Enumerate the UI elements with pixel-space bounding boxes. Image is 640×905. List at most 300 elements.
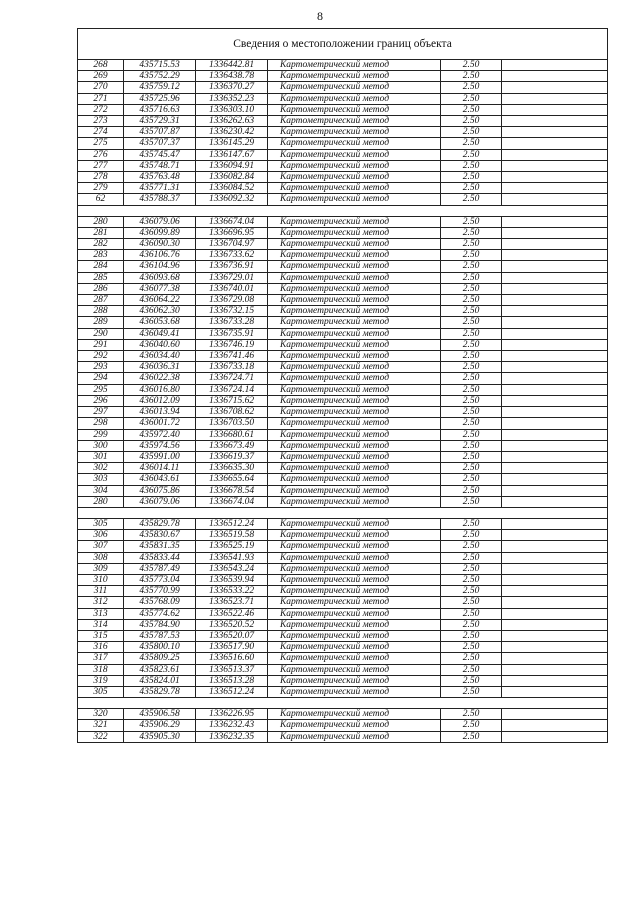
- empty-cell: [502, 328, 608, 339]
- coord-x: 435725.96: [124, 93, 196, 104]
- point-number: 268: [78, 60, 124, 71]
- table-row: [78, 295, 608, 306]
- method-cell: Картометрический метод: [268, 496, 441, 507]
- empty-cell: [502, 93, 608, 104]
- method-cell: Картометрический метод: [268, 362, 441, 373]
- coord-y: 1336674.04: [196, 496, 268, 507]
- coord-y: 1336230.42: [196, 127, 268, 138]
- table-row: [78, 60, 608, 71]
- empty-cell: [502, 653, 608, 664]
- table-row: [78, 418, 608, 429]
- accuracy-cell: 2.50: [441, 642, 502, 653]
- method-cell: Картометрический метод: [268, 71, 441, 82]
- method-cell: Картометрический метод: [268, 227, 441, 238]
- empty-cell: [502, 60, 608, 71]
- point-number: 277: [78, 160, 124, 171]
- accuracy-cell: 2.50: [441, 485, 502, 496]
- method-cell: Картометрический метод: [268, 574, 441, 585]
- coord-y: 1336704.97: [196, 239, 268, 250]
- coord-y: 1336740.01: [196, 283, 268, 294]
- accuracy-cell: 2.50: [441, 328, 502, 339]
- coord-x: 435716.63: [124, 104, 196, 115]
- table-row: [78, 138, 608, 149]
- coord-y: 1336735.91: [196, 328, 268, 339]
- accuracy-cell: 2.50: [441, 160, 502, 171]
- coord-x: 436090.30: [124, 239, 196, 250]
- method-cell: Картометрический метод: [268, 463, 441, 474]
- coord-x: 436001.72: [124, 418, 196, 429]
- point-number: 305: [78, 686, 124, 697]
- coord-y: 1336513.28: [196, 675, 268, 686]
- coord-y: 1336655.64: [196, 474, 268, 485]
- coord-x: 435707.37: [124, 138, 196, 149]
- point-number: 285: [78, 272, 124, 283]
- accuracy-cell: 2.50: [441, 574, 502, 585]
- empty-cell: [502, 373, 608, 384]
- accuracy-cell: 2.50: [441, 608, 502, 619]
- accuracy-cell: 2.50: [441, 731, 502, 742]
- coord-x: 435991.00: [124, 451, 196, 462]
- coord-x: 435800.10: [124, 642, 196, 653]
- empty-cell: [502, 451, 608, 462]
- accuracy-cell: 2.50: [441, 295, 502, 306]
- point-number: 298: [78, 418, 124, 429]
- point-number: 316: [78, 642, 124, 653]
- table-row: [78, 451, 608, 462]
- coord-x: 435833.44: [124, 552, 196, 563]
- point-number: 322: [78, 731, 124, 742]
- accuracy-cell: 2.50: [441, 664, 502, 675]
- coord-y: 1336232.43: [196, 720, 268, 731]
- coord-x: 435771.31: [124, 183, 196, 194]
- table-row: [78, 686, 608, 697]
- method-cell: Картометрический метод: [268, 630, 441, 641]
- point-number: 305: [78, 518, 124, 529]
- coord-x: 435829.78: [124, 686, 196, 697]
- coord-x: 435809.25: [124, 653, 196, 664]
- coord-x: 436043.61: [124, 474, 196, 485]
- accuracy-cell: 2.50: [441, 239, 502, 250]
- table-row: [78, 731, 608, 742]
- empty-cell: [502, 630, 608, 641]
- table-row: [78, 630, 608, 641]
- coord-x: 436013.94: [124, 407, 196, 418]
- coord-y: 1336541.93: [196, 552, 268, 563]
- method-cell: Картометрический метод: [268, 373, 441, 384]
- coord-x: 436077.38: [124, 283, 196, 294]
- coord-x: 435831.35: [124, 541, 196, 552]
- method-cell: Картометрический метод: [268, 261, 441, 272]
- coord-y: 1336741.46: [196, 351, 268, 362]
- point-number: 273: [78, 116, 124, 127]
- table-row: [78, 574, 608, 585]
- method-cell: Картометрический метод: [268, 127, 441, 138]
- coord-y: 1336724.71: [196, 373, 268, 384]
- empty-cell: [502, 563, 608, 574]
- method-cell: Картометрический метод: [268, 686, 441, 697]
- coord-y: 1336523.71: [196, 597, 268, 608]
- empty-cell: [502, 418, 608, 429]
- method-cell: Картометрический метод: [268, 306, 441, 317]
- method-cell: Картометрический метод: [268, 664, 441, 675]
- method-cell: Картометрический метод: [268, 149, 441, 160]
- accuracy-cell: 2.50: [441, 451, 502, 462]
- point-number: 279: [78, 183, 124, 194]
- coord-y: 1336680.61: [196, 429, 268, 440]
- coord-y: 1336729.08: [196, 295, 268, 306]
- coord-y: 1336094.91: [196, 160, 268, 171]
- accuracy-cell: 2.50: [441, 116, 502, 127]
- accuracy-cell: 2.50: [441, 351, 502, 362]
- accuracy-cell: 2.50: [441, 619, 502, 630]
- empty-cell: [502, 731, 608, 742]
- coord-y: 1336513.37: [196, 664, 268, 675]
- accuracy-cell: 2.50: [441, 149, 502, 160]
- point-number: 295: [78, 384, 124, 395]
- coord-y: 1336635.30: [196, 463, 268, 474]
- coord-x: 435830.67: [124, 530, 196, 541]
- point-number: 288: [78, 306, 124, 317]
- coord-y: 1336732.15: [196, 306, 268, 317]
- coord-x: 435829.78: [124, 518, 196, 529]
- coord-y: 1336736.91: [196, 261, 268, 272]
- empty-cell: [502, 183, 608, 194]
- coord-y: 1336696.95: [196, 227, 268, 238]
- empty-cell: [502, 283, 608, 294]
- empty-cell: [502, 216, 608, 227]
- coord-x: 435770.99: [124, 586, 196, 597]
- point-number: 306: [78, 530, 124, 541]
- coord-x: 436016.80: [124, 384, 196, 395]
- group-separator: [78, 205, 608, 216]
- point-number: 271: [78, 93, 124, 104]
- table-row: [78, 530, 608, 541]
- empty-cell: [502, 642, 608, 653]
- accuracy-cell: 2.50: [441, 362, 502, 373]
- table-row: [78, 183, 608, 194]
- accuracy-cell: 2.50: [441, 339, 502, 350]
- accuracy-cell: 2.50: [441, 384, 502, 395]
- method-cell: Картометрический метод: [268, 160, 441, 171]
- accuracy-cell: 2.50: [441, 709, 502, 720]
- method-cell: Картометрический метод: [268, 339, 441, 350]
- coord-x: 435906.58: [124, 709, 196, 720]
- coord-y: 1336619.37: [196, 451, 268, 462]
- method-cell: Картометрический метод: [268, 485, 441, 496]
- coord-x: 435788.37: [124, 194, 196, 205]
- coord-x: 436062.30: [124, 306, 196, 317]
- method-cell: Картометрический метод: [268, 474, 441, 485]
- coord-y: 1336733.28: [196, 317, 268, 328]
- method-cell: Картометрический метод: [268, 642, 441, 653]
- coord-x: 435759.12: [124, 82, 196, 93]
- coord-x: 436014.11: [124, 463, 196, 474]
- accuracy-cell: 2.50: [441, 474, 502, 485]
- point-number: 274: [78, 127, 124, 138]
- table-body: [78, 29, 608, 743]
- coord-y: 1336512.24: [196, 518, 268, 529]
- accuracy-cell: 2.50: [441, 530, 502, 541]
- coord-x: 436049.41: [124, 328, 196, 339]
- coord-y: 1336733.18: [196, 362, 268, 373]
- coord-x: 436099.89: [124, 227, 196, 238]
- coord-y: 1336517.90: [196, 642, 268, 653]
- accuracy-cell: 2.50: [441, 227, 502, 238]
- coord-y: 1336519.58: [196, 530, 268, 541]
- point-number: 312: [78, 597, 124, 608]
- accuracy-cell: 2.50: [441, 104, 502, 115]
- empty-cell: [502, 116, 608, 127]
- accuracy-cell: 2.50: [441, 283, 502, 294]
- coord-y: 1336539.94: [196, 574, 268, 585]
- empty-cell: [502, 586, 608, 597]
- empty-cell: [502, 104, 608, 115]
- method-cell: Картометрический метод: [268, 530, 441, 541]
- point-number: 275: [78, 138, 124, 149]
- accuracy-cell: 2.50: [441, 82, 502, 93]
- empty-cell: [502, 250, 608, 261]
- empty-cell: [502, 261, 608, 272]
- table-row: [78, 160, 608, 171]
- empty-cell: [502, 619, 608, 630]
- empty-cell: [502, 675, 608, 686]
- method-cell: Картометрический метод: [268, 239, 441, 250]
- point-number: 296: [78, 395, 124, 406]
- coord-y: 1336303.10: [196, 104, 268, 115]
- table-row: [78, 283, 608, 294]
- point-number: 318: [78, 664, 124, 675]
- empty-cell: [502, 485, 608, 496]
- table-row: [78, 194, 608, 205]
- empty-cell: [502, 138, 608, 149]
- point-number: 280: [78, 216, 124, 227]
- table-row: [78, 227, 608, 238]
- group-separator-cell: [78, 507, 608, 518]
- method-cell: Картометрический метод: [268, 250, 441, 261]
- accuracy-cell: 2.50: [441, 586, 502, 597]
- table-row: [78, 306, 608, 317]
- accuracy-cell: 2.50: [441, 496, 502, 507]
- method-cell: Картометрический метод: [268, 216, 441, 227]
- coord-x: 436093.68: [124, 272, 196, 283]
- table-row: [78, 675, 608, 686]
- table-row: [78, 362, 608, 373]
- coord-y: 1336262.63: [196, 116, 268, 127]
- coord-x: 435707.87: [124, 127, 196, 138]
- point-number: 290: [78, 328, 124, 339]
- accuracy-cell: 2.50: [441, 597, 502, 608]
- coord-x: 435763.48: [124, 172, 196, 183]
- empty-cell: [502, 149, 608, 160]
- method-cell: Картометрический метод: [268, 619, 441, 630]
- group-separator-cell: [78, 205, 608, 216]
- table-row: [78, 261, 608, 272]
- group-separator-cell: [78, 698, 608, 709]
- table-title: Сведения о местоположении границ объекта: [78, 29, 608, 60]
- table-row: [78, 272, 608, 283]
- empty-cell: [502, 306, 608, 317]
- coord-x: 436079.06: [124, 496, 196, 507]
- coord-y: 1336678.54: [196, 485, 268, 496]
- empty-cell: [502, 440, 608, 451]
- coord-x: 435752.29: [124, 71, 196, 82]
- method-cell: Картометрический метод: [268, 407, 441, 418]
- accuracy-cell: 2.50: [441, 373, 502, 384]
- coord-x: 435784.90: [124, 619, 196, 630]
- coord-y: 1336092.32: [196, 194, 268, 205]
- accuracy-cell: 2.50: [441, 541, 502, 552]
- coord-y: 1336533.22: [196, 586, 268, 597]
- accuracy-cell: 2.50: [441, 216, 502, 227]
- method-cell: Картометрический метод: [268, 675, 441, 686]
- coord-y: 1336147.67: [196, 149, 268, 160]
- method-cell: Картометрический метод: [268, 384, 441, 395]
- empty-cell: [502, 351, 608, 362]
- point-number: 287: [78, 295, 124, 306]
- point-number: 291: [78, 339, 124, 350]
- accuracy-cell: 2.50: [441, 418, 502, 429]
- method-cell: Картометрический метод: [268, 317, 441, 328]
- method-cell: Картометрический метод: [268, 451, 441, 462]
- coord-y: 1336226.95: [196, 709, 268, 720]
- point-number: 299: [78, 429, 124, 440]
- point-number: 270: [78, 82, 124, 93]
- group-separator: [78, 507, 608, 518]
- coord-y: 1336674.04: [196, 216, 268, 227]
- coord-y: 1336543.24: [196, 563, 268, 574]
- accuracy-cell: 2.50: [441, 60, 502, 71]
- accuracy-cell: 2.50: [441, 127, 502, 138]
- method-cell: Картометрический метод: [268, 563, 441, 574]
- table-row: [78, 116, 608, 127]
- table-row: [78, 474, 608, 485]
- empty-cell: [502, 608, 608, 619]
- point-number: 321: [78, 720, 124, 731]
- empty-cell: [502, 574, 608, 585]
- empty-cell: [502, 272, 608, 283]
- method-cell: Картометрический метод: [268, 440, 441, 451]
- table-row: [78, 563, 608, 574]
- method-cell: Картометрический метод: [268, 597, 441, 608]
- coord-x: 436034.40: [124, 351, 196, 362]
- point-number: 313: [78, 608, 124, 619]
- table-row: [78, 619, 608, 630]
- empty-cell: [502, 686, 608, 697]
- point-number: 317: [78, 653, 124, 664]
- coord-x: 436036.31: [124, 362, 196, 373]
- method-cell: Картометрический метод: [268, 283, 441, 294]
- empty-cell: [502, 160, 608, 171]
- coord-y: 1336520.07: [196, 630, 268, 641]
- accuracy-cell: 2.50: [441, 138, 502, 149]
- method-cell: Картометрический метод: [268, 709, 441, 720]
- method-cell: Картометрический метод: [268, 586, 441, 597]
- point-number: 293: [78, 362, 124, 373]
- point-number: 280: [78, 496, 124, 507]
- method-cell: Картометрический метод: [268, 104, 441, 115]
- empty-cell: [502, 82, 608, 93]
- method-cell: Картометрический метод: [268, 93, 441, 104]
- table-row: [78, 373, 608, 384]
- point-number: 315: [78, 630, 124, 641]
- point-number: 281: [78, 227, 124, 238]
- coord-x: 436064.22: [124, 295, 196, 306]
- method-cell: Картометрический метод: [268, 116, 441, 127]
- empty-cell: [502, 317, 608, 328]
- method-cell: Картометрический метод: [268, 429, 441, 440]
- accuracy-cell: 2.50: [441, 720, 502, 731]
- method-cell: Картометрический метод: [268, 82, 441, 93]
- table-row: [78, 216, 608, 227]
- table-row: [78, 429, 608, 440]
- point-number: 309: [78, 563, 124, 574]
- boundary-coordinates-table: [77, 28, 608, 743]
- accuracy-cell: 2.50: [441, 395, 502, 406]
- coord-x: 435748.71: [124, 160, 196, 171]
- point-number: 314: [78, 619, 124, 630]
- method-cell: Картометрический метод: [268, 272, 441, 283]
- point-number: 297: [78, 407, 124, 418]
- table-row: [78, 440, 608, 451]
- empty-cell: [502, 127, 608, 138]
- accuracy-cell: 2.50: [441, 686, 502, 697]
- point-number: 301: [78, 451, 124, 462]
- method-cell: Картометрический метод: [268, 418, 441, 429]
- method-cell: Картометрический метод: [268, 518, 441, 529]
- empty-cell: [502, 239, 608, 250]
- table-row: [78, 339, 608, 350]
- coord-y: 1336724.14: [196, 384, 268, 395]
- table-row: [78, 82, 608, 93]
- table-row: [78, 586, 608, 597]
- method-cell: Картометрический метод: [268, 351, 441, 362]
- point-number: 300: [78, 440, 124, 451]
- table-row: [78, 463, 608, 474]
- accuracy-cell: 2.50: [441, 552, 502, 563]
- accuracy-cell: 2.50: [441, 317, 502, 328]
- coord-y: 1336525.19: [196, 541, 268, 552]
- point-number: 289: [78, 317, 124, 328]
- empty-cell: [502, 71, 608, 82]
- table-row: [78, 642, 608, 653]
- coord-x: 435787.49: [124, 563, 196, 574]
- table-row: [78, 485, 608, 496]
- accuracy-cell: 2.50: [441, 194, 502, 205]
- empty-cell: [502, 194, 608, 205]
- coord-y: 1336145.29: [196, 138, 268, 149]
- group-separator: [78, 698, 608, 709]
- empty-cell: [502, 295, 608, 306]
- empty-cell: [502, 362, 608, 373]
- coord-x: 435972.40: [124, 429, 196, 440]
- accuracy-cell: 2.50: [441, 440, 502, 451]
- accuracy-cell: 2.50: [441, 429, 502, 440]
- coord-x: 436079.06: [124, 216, 196, 227]
- accuracy-cell: 2.50: [441, 183, 502, 194]
- table-row: [78, 653, 608, 664]
- accuracy-cell: 2.50: [441, 93, 502, 104]
- table-row: [78, 552, 608, 563]
- coord-x: 436104.96: [124, 261, 196, 272]
- accuracy-cell: 2.50: [441, 653, 502, 664]
- point-number: 62: [78, 194, 124, 205]
- method-cell: Картометрический метод: [268, 653, 441, 664]
- empty-cell: [502, 395, 608, 406]
- table-row: [78, 351, 608, 362]
- method-cell: Картометрический метод: [268, 731, 441, 742]
- coord-x: 435787.53: [124, 630, 196, 641]
- empty-cell: [502, 664, 608, 675]
